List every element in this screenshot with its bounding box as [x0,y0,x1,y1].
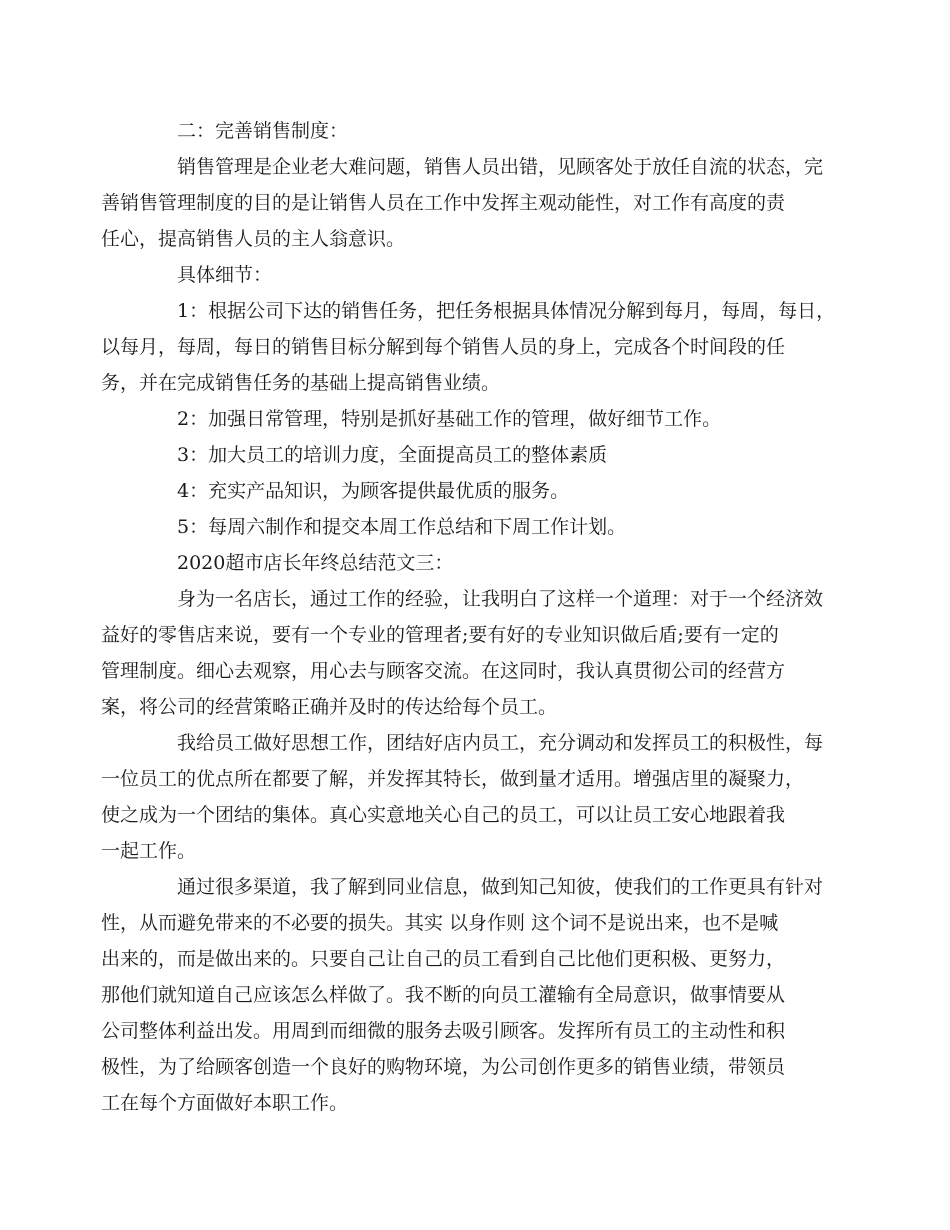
text-line: 案，将公司的经营策略正确并及时的传达给每个员工。 [101,696,558,718]
text-line: 2：加强日常管理，特别是抓好基础工作的管理，做好细节工作。 [177,408,722,430]
text-line: 2020超市店长年终总结范文三： [177,552,454,574]
paragraph [101,149,824,257]
text-line: 二：完善销售制度： [177,120,349,142]
text-line: 1：根据公司下达的销售任务，把任务根据具体情况分解到每月，每周，每日， [177,300,836,322]
text-line: 性，从而避免带来的不必要的损失。其实 以身作则 这个词不是说出来，也不是喊 [101,912,779,934]
list-item [139,509,817,545]
text-line: 一起工作。 [101,840,197,862]
list-item [139,473,817,509]
text-line: 善销售管理制度的目的是让销售人员在工作中发挥主观动能性，对工作有高度的责 [101,192,786,214]
text-line: 出来的，而是做出来的。只要自己让自己的员工看到自己比他们更积极、更努力， [101,948,786,970]
text-line: 通过很多渠道，我了解到同业信息，做到知己知彼，使我们的工作更具有针对 [177,876,824,898]
paragraph [101,725,824,869]
text-line: 那他们就知道自己应该怎么样做了。我不断的向员工灌输有全局意识，做事情要从 [101,984,786,1006]
paragraph [101,581,824,725]
subheading [139,257,817,293]
text-line: 我给员工做好思想工作，团结好店内员工，充分调动和发挥员工的积极性，每 [177,732,824,754]
text-line: 具体细节： [177,264,273,286]
section-title [139,545,817,581]
text-line: 公司整体利益出发。用周到而细微的服务去吸引顾客。发挥所有员工的主动性和积 [101,1020,786,1042]
text-line: 一位员工的优点所在都要了解，并发挥其特长，做到量才适用。增强店里的凝聚力， [101,768,805,790]
text-line: 务，并在完成销售任务的基础上提高销售业绩。 [101,372,501,394]
text-line: 管理制度。细心去观察，用心去与顾客交流。在这同时，我认真贯彻公司的经营方 [101,660,786,682]
text-line: 以每月，每周，每日的销售目标分解到每个销售人员的身上，完成各个时间段的任 [101,336,786,358]
list-item [139,437,817,473]
text-line: 极性，为了给顾客创造一个良好的购物环境，为公司创作更多的销售业绩，带领员 [101,1056,786,1078]
text-line: 销售管理是企业老大难问题，销售人员出错，见顾客处于放任自流的状态，完 [177,156,824,178]
text-line: 4：充实产品知识，为顾客提供最优质的服务。 [177,480,570,502]
text-line: 3：加大员工的培训力度，全面提高员工的整体素质 [177,444,608,466]
text-line: 任心，提高销售人员的主人翁意识。 [101,228,406,250]
list-item [139,401,817,437]
text-line: 身为一名店长，通过工作的经验，让我明白了这样一个道理：对于一个经济效 [177,588,824,610]
document-body [101,113,836,1121]
text-line: 工在每个方面做好本职工作。 [101,1092,349,1114]
text-line: 益好的零售店来说，要有一个专业的管理者;要有好的专业知识做后盾;要有一定的 [101,624,779,646]
list-item [101,293,836,401]
text-line: 5：每周六制作和提交本周工作总结和下周工作计划。 [177,516,627,538]
paragraph [101,869,824,1121]
text-line: 使之成为一个团结的集体。真心实意地关心自己的员工，可以让员工安心地跟着我 [101,804,786,826]
section-heading [139,113,817,149]
